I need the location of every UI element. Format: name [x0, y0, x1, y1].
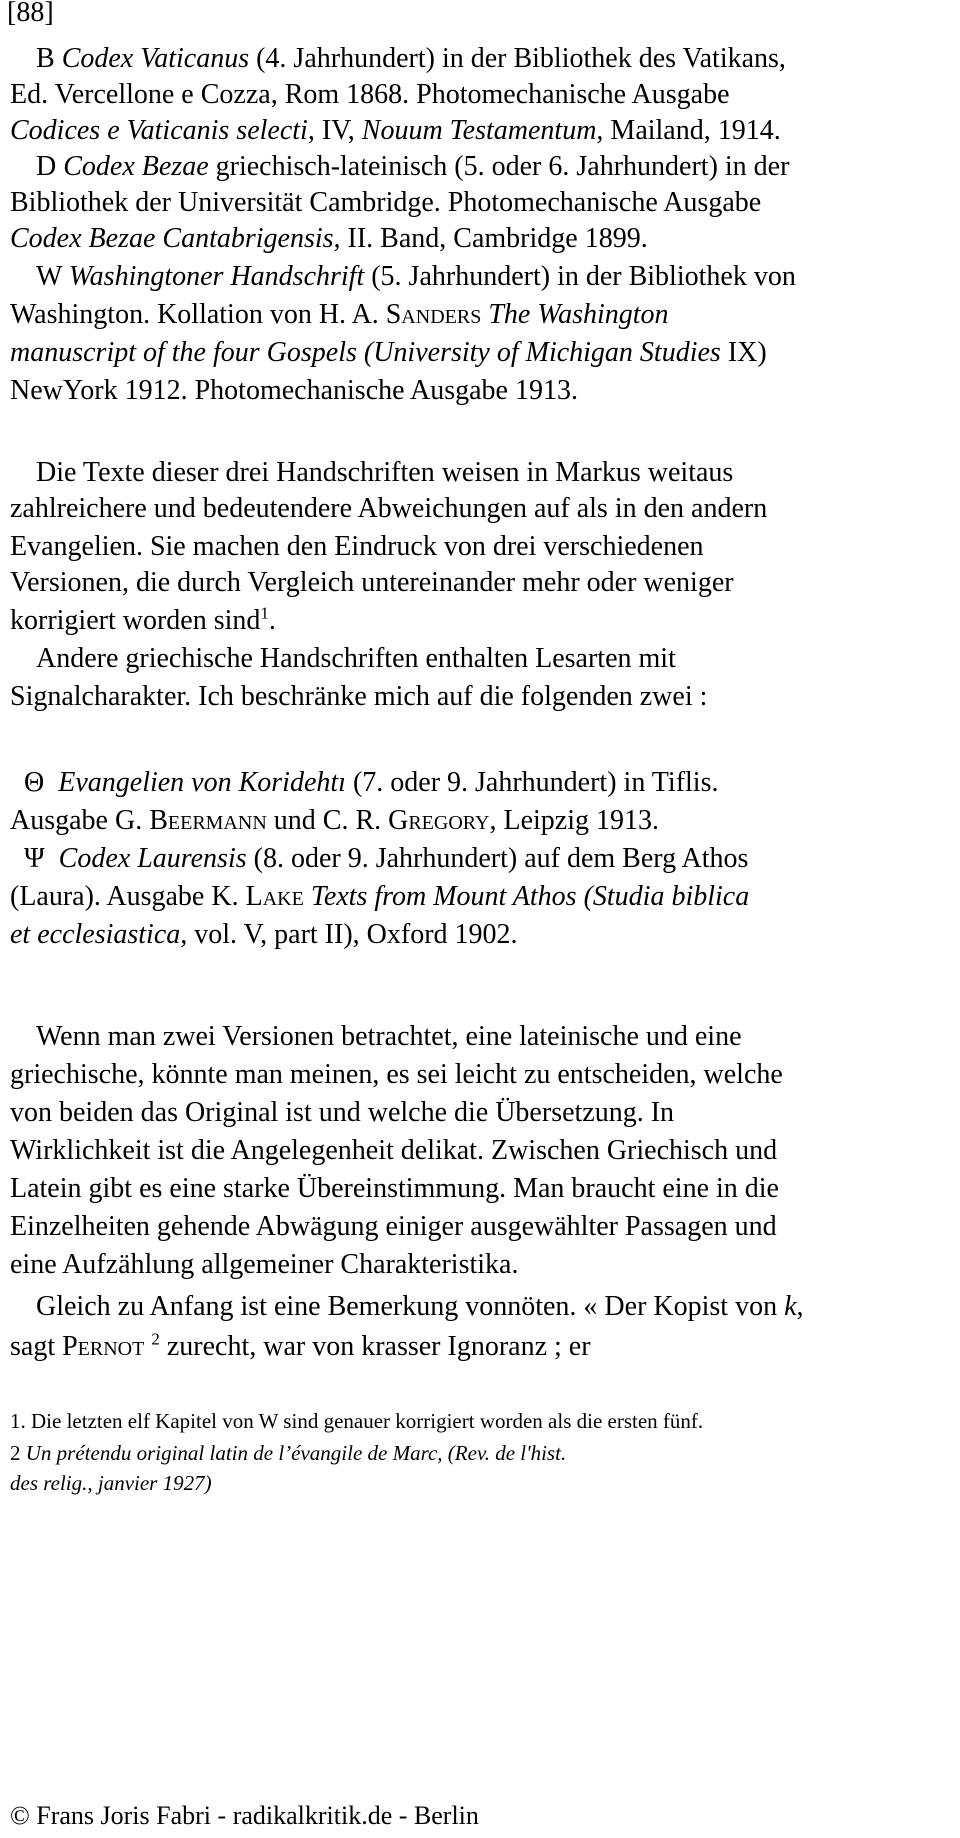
footnote-2-line-1: 2 Un prétendu original latin de l’évangile de Marc, (Rev. de l'hist.	[10, 1441, 567, 1465]
source-d-title: Codex Bezae	[63, 151, 209, 182]
siglum-d: D	[36, 151, 57, 182]
para2-line-6: Einzelheiten gehende Abwägung einiger ausgewählter Passagen und	[10, 1211, 777, 1242]
para2-line-1: Wenn man zwei Versionen betrachtet, eine lateinische und eine	[36, 1021, 742, 1052]
source-d-line-1: D Codex Bezae griechisch-lateinisch (5. oder 6. Jahrhundert) in der	[36, 151, 790, 182]
source-b-line-3: Codices e Vaticanis selecti, IV, Nouum Testamentum, Mailand, 1914.	[10, 115, 781, 146]
page-number: [88]	[7, 0, 54, 28]
psi-line-2: (Laura). Ausgabe K. Lake Texts from Mount Athos (Studia biblica	[10, 881, 750, 912]
psi-title: Codex Laurensis	[58, 843, 247, 874]
para2-line-4: Wirklichkeit ist die Angelegenheit delikat. Zwischen Griechisch und	[10, 1135, 778, 1166]
para3-line-1: Gleich zu Anfang ist eine Bemerkung vonnöten. « Der Kopist von k,	[36, 1291, 804, 1322]
source-b-line-1: B Codex Vaticanus (4. Jahrhundert) in der Bibliothek des Vatikans,	[36, 43, 786, 74]
para2-line-5: Latein gibt es eine starke Übereinstimmung. Man braucht eine in die	[10, 1173, 779, 1204]
author-sanders: Sanders	[385, 299, 482, 330]
source-w-line-1: W Washingtoner Handschrift (5. Jahrhundert) in der Bibliothek von	[36, 261, 796, 292]
para1-line-4: Versionen, die durch Vergleich untereinander mehr oder weniger	[10, 567, 734, 598]
para3-line-2: sagt Pernot $^2$ zurecht, war von krasser Ignoranz ; er	[10, 1329, 591, 1362]
source-b-line-2: Ed. Vercellone e Cozza, Rom 1868. Photomechanische Ausgabe	[10, 79, 730, 110]
source-d-line-3: Codex Bezae Cantabrigensis, II. Band, Cambridge 1899.	[10, 223, 648, 254]
siglum-theta: Θ	[24, 767, 45, 798]
footnote-1: 1. Die letzten elf Kapitel von W sind genauer korrigiert worden als die ersten fünf.	[10, 1409, 704, 1433]
para1-line-2: zahlreichere und bedeutendere Abweichungen auf als in den andern	[10, 493, 768, 524]
footnote-ref-2: 2	[151, 1329, 160, 1349]
para1-line-6: Andere griechische Handschriften enthalten Lesarten mit	[36, 643, 676, 674]
author-pernot: Pernot	[62, 1331, 145, 1362]
author-gregory: Gregory	[388, 805, 490, 836]
source-d-line-2: Bibliothek der Universität Cambridge. Photomechanische Ausgabe	[10, 187, 762, 218]
para2-line-2: griechische, könnte man meinen, es sei leicht zu entscheiden, welche	[10, 1059, 783, 1090]
psi-line-3: et ecclesiastica, vol. V, part II), Oxford 1902.	[10, 919, 518, 950]
siglum-w: W	[36, 261, 62, 292]
source-w-line-3: manuscript of the four Gospels (University of Michigan Studies IX)	[10, 337, 767, 368]
siglum-psi: Ψ	[24, 843, 45, 874]
para1-line-1: Die Texte dieser drei Handschriften weisen in Markus weitaus	[36, 457, 734, 488]
psi-line-1: Ψ Codex Laurensis (8. oder 9. Jahrhundert) auf dem Berg Athos	[24, 843, 749, 874]
source-w-title: Washingtoner Handschrift	[68, 261, 365, 292]
footnote-ref-1: 1	[260, 603, 269, 623]
para2-line-3: von beiden das Original ist und welche die Übersetzung. In	[10, 1097, 675, 1128]
source-b-title: Codex Vaticanus	[61, 43, 250, 74]
source-w-line-4: NewYork 1912. Photomechanische Ausgabe 1913.	[10, 375, 578, 406]
para1-line-7: Signalcharakter. Ich beschränke mich auf die folgenden zwei :	[10, 681, 708, 712]
theta-line-2: Ausgabe G. Beermann und C. R. Gregory, Leipzig 1913.	[10, 805, 659, 836]
siglum-b: B	[36, 43, 55, 74]
copyright-footer: © Frans Joris Fabri - radikalkritik.de - Berlin	[10, 1801, 479, 1830]
para2-line-7: eine Aufzählung allgemeiner Charakteristika.	[10, 1249, 519, 1280]
theta-line-1: Θ Evangelien von Koridehtı (7. oder 9. Jahrhundert) in Tiflis.	[24, 767, 719, 798]
footnote-2-line-2: des relig., janvier 1927)	[10, 1471, 212, 1495]
source-w-line-2: Washington. Kollation von H. A. Sanders The Washington	[10, 299, 669, 330]
para1-line-3: Evangelien. Sie machen den Eindruck von drei verschiedenen	[10, 531, 704, 562]
para1-line-5: korrigiert worden sind$^1$.	[10, 603, 276, 636]
author-beermann: Beermann	[149, 805, 267, 836]
author-lake: Lake	[245, 881, 304, 912]
theta-title: Evangelien von Koridehtı	[58, 767, 346, 798]
